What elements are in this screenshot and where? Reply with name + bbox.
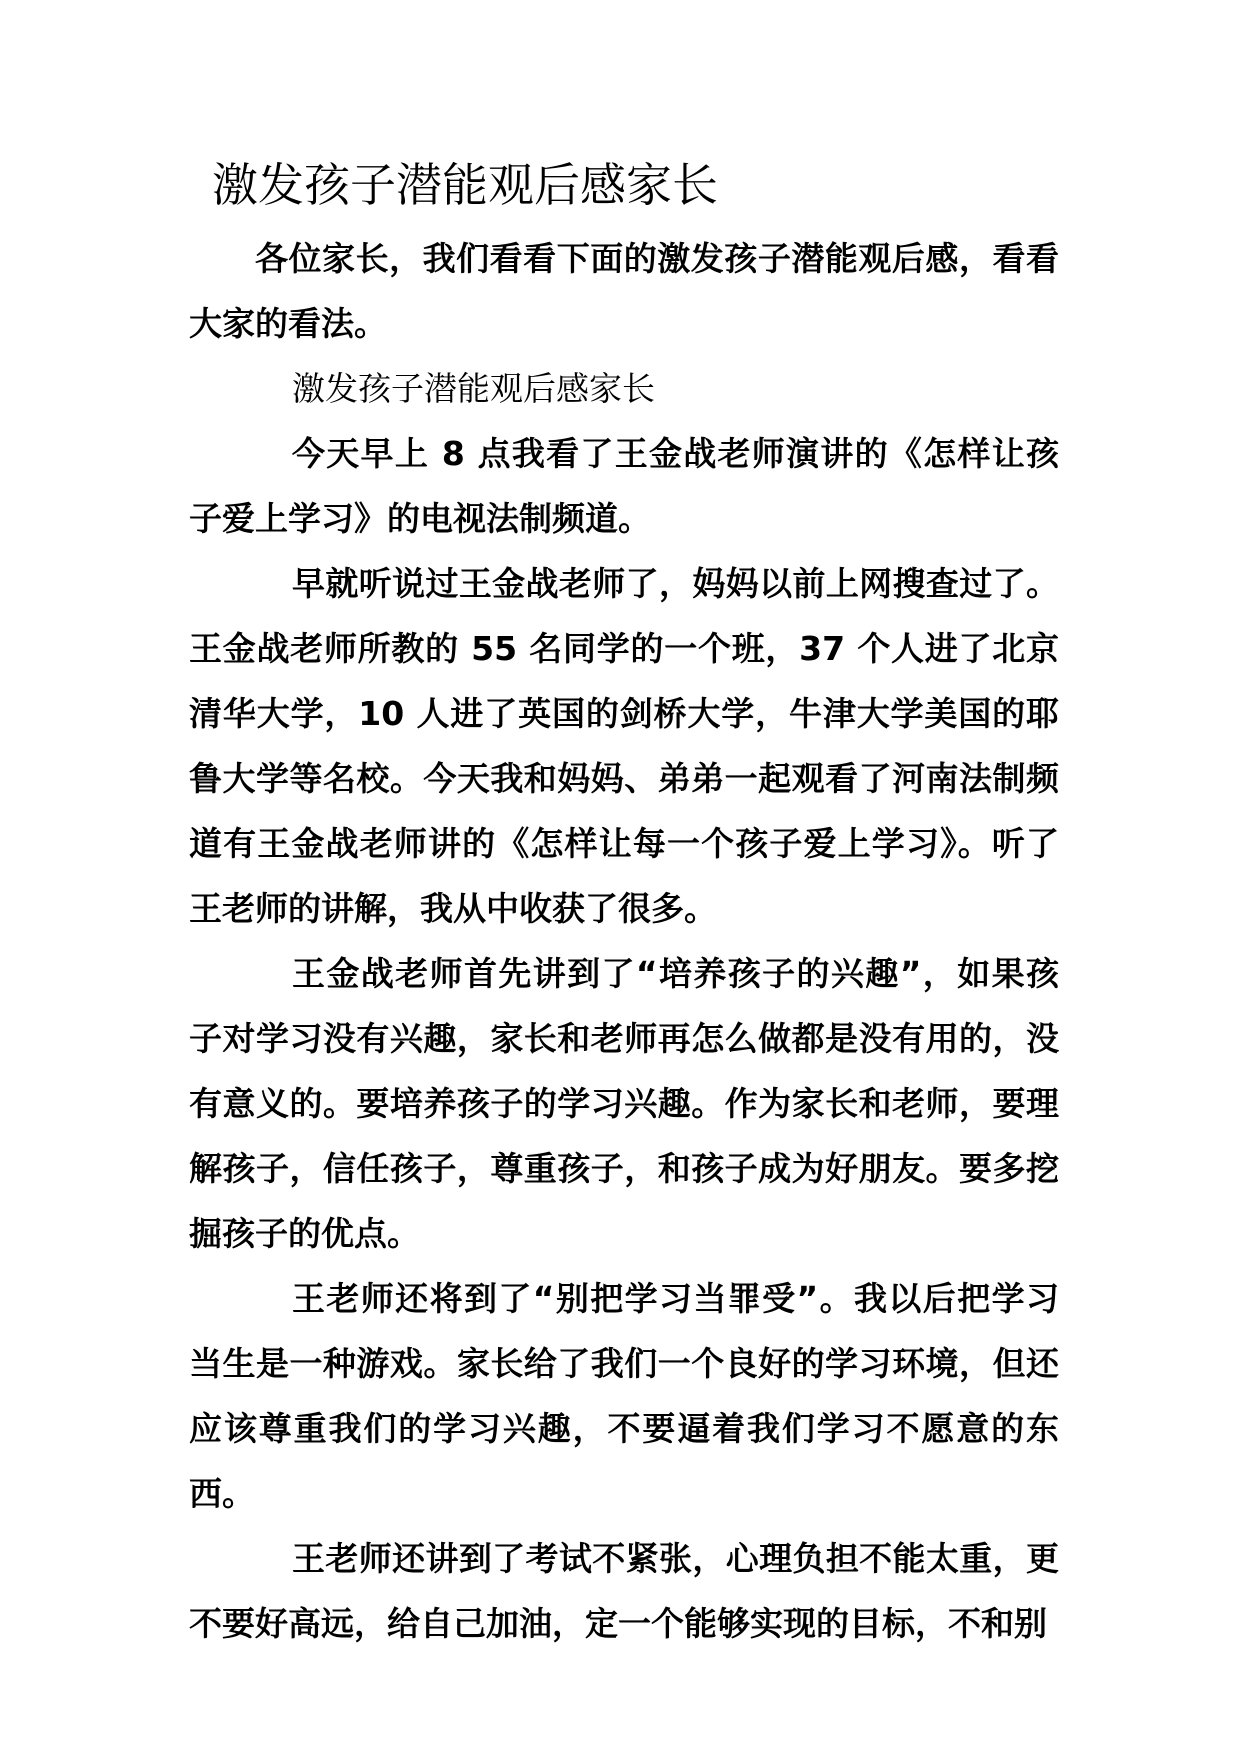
paragraph-broadcast: 今天早上 8 点我看了王金战老师演讲的《怎样让孩子爱上学习》的电视法制频道。: [189, 434, 1059, 538]
document-body: [189, 226, 1059, 1656]
paragraph-learning-not-suffering: 王老师还将到了“别把学习当罪受”。我以后把学习当生是一种游戏。家长给了我们一个良好的学习环境，但还应该尊重我们的学习兴趣，不要逼着我们学习不愿意的东西。: [189, 1279, 1059, 1513]
paragraph-exam-stress: 王老师还讲到了考试不紧张，心理负担不能太重，更不要好高远，给自己加油，定一个能够实现的目标，不和别: [189, 1539, 1059, 1643]
paragraph-interest: 王金战老师首先讲到了“培养孩子的兴趣”，如果孩子对学习没有兴趣，家长和老师再怎么做都是没有用的，没有意义的。要培养孩子的学习兴趣。作为家长和老师，要理解孩子，信任孩子，尊重孩子，和孩子成为好朋友。要多挖掘孩子的优点。: [189, 954, 1059, 1253]
paragraph-teacher-background: 早就听说过王金战老师了，妈妈以前上网搜查过了。王金战老师所教的 55 名同学的一个班，37 个人进了北京清华大学，10 人进了英国的剑桥大学，牛津大学美国的耶鲁大学等名校。今天我和妈妈、弟弟一起观看了河南法制频道有王金战老师讲的《怎样让每一个孩子爱上学习》。听了王老师的讲解，我从中收获了很多。: [189, 564, 1059, 928]
subtitle-paragraph: 激发孩子潜能观后感家长: [292, 369, 655, 408]
intro-paragraph: 各位家长，我们看看下面的激发孩子潜能观后感，看看大家的看法。: [189, 239, 1059, 343]
document-title: 激发孩子潜能观后感家长: [212, 158, 718, 212]
